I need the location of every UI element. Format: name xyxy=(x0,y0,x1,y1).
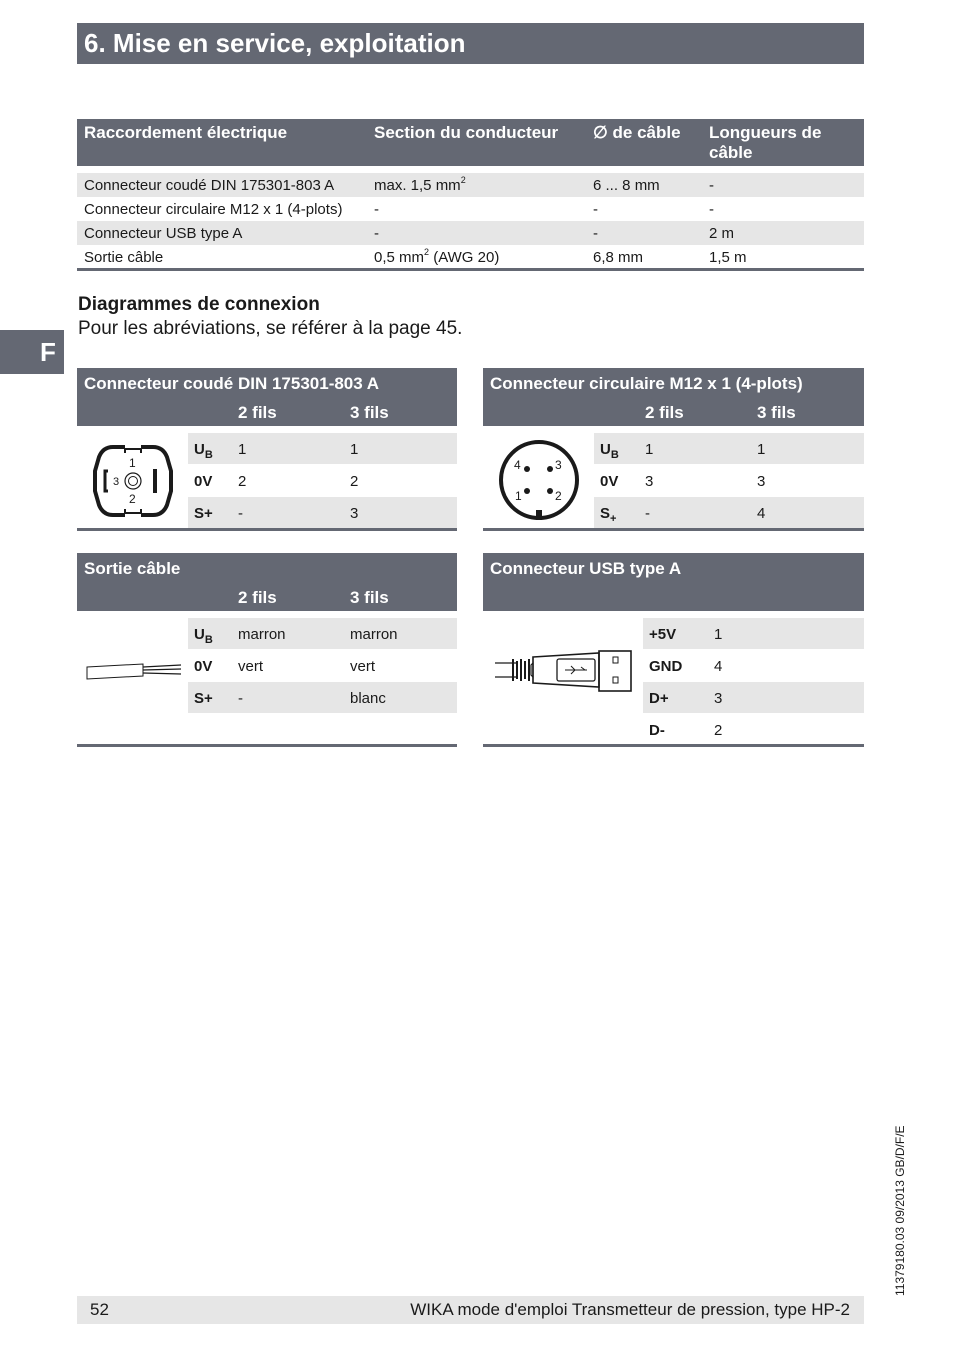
table-cell: max. 1,5 $mm^2$ xyxy=(374,175,466,194)
pin-label: 4 xyxy=(514,458,521,472)
table-cell: marron xyxy=(238,626,286,643)
table-cell: - xyxy=(238,690,243,707)
table-cell: Sortie câble xyxy=(84,249,164,266)
table-cell: 1 xyxy=(645,441,654,458)
row-label: S+ xyxy=(194,690,213,707)
table-row xyxy=(188,618,457,649)
document-code: 11379180.03 09/2013 GB/D/F/E xyxy=(893,1125,907,1296)
table-cell: Connecteur USB type A xyxy=(84,225,243,242)
m12-connector-diagram xyxy=(497,438,581,522)
table-cell: 6,8 mm xyxy=(593,249,644,266)
panel-header xyxy=(77,553,457,611)
panel-cable-output xyxy=(77,553,457,748)
table-cell: 3 xyxy=(645,473,654,490)
panel-header xyxy=(483,368,864,426)
pin-label: 3 xyxy=(555,458,562,472)
cable-diagram xyxy=(85,657,185,687)
table-row xyxy=(77,245,864,269)
table-cell: marron xyxy=(350,626,398,643)
pin-label: 2 xyxy=(129,492,136,506)
table-cell: Connecteur coudé DIN 175301-803 A xyxy=(84,177,335,194)
table-cell: Connecteur circulaire M12 x 1 (4-plots) xyxy=(84,201,343,218)
page-footer xyxy=(77,1296,864,1324)
table-cell: 4 xyxy=(714,658,723,675)
pin-label: 1 xyxy=(515,489,522,503)
pin-label: 1 xyxy=(129,456,136,470)
table-row xyxy=(77,173,864,197)
table-row xyxy=(643,682,864,713)
table-cell: - xyxy=(238,505,243,522)
row-label: 0V xyxy=(194,473,213,490)
table-cell: 4 xyxy=(757,505,766,522)
row-label: 0V xyxy=(600,473,619,490)
panel-bottom-rule xyxy=(77,744,457,747)
spec-table-header xyxy=(77,119,864,166)
table-cell: - xyxy=(645,505,650,522)
table-cell: 2 xyxy=(238,473,247,490)
table-cell: 2 xyxy=(350,473,359,490)
table-cell: 0,5 $mm^2$ (AWG 20) xyxy=(374,247,500,266)
table-row xyxy=(643,618,864,649)
table-cell: vert xyxy=(238,658,264,675)
table-cell: - xyxy=(374,201,379,218)
table-cell: 6 ... 8 mm xyxy=(593,177,660,194)
panel-din-connector xyxy=(77,368,457,530)
col-header: 3 fils xyxy=(350,403,389,422)
col-header: Raccordement électrique xyxy=(84,123,288,142)
section-title: Diagrammes de connexion xyxy=(78,294,320,315)
col-header: 2 fils xyxy=(645,403,684,422)
table-cell: 2 m xyxy=(709,225,735,242)
panel-title: Connecteur coudé DIN 175301-803 A xyxy=(84,374,380,393)
row-label: +5V xyxy=(649,626,677,643)
table-cell: 2 xyxy=(714,722,723,739)
panel-usb-connector xyxy=(483,553,864,748)
table-row xyxy=(77,197,864,221)
table-cell: 1,5 m xyxy=(709,249,747,266)
page-number: 52 xyxy=(90,1300,109,1319)
usb-connector-diagram xyxy=(495,649,635,693)
table-cell: - xyxy=(709,201,714,218)
panel-bottom-rule xyxy=(483,528,864,531)
panel-title: Connecteur USB type A xyxy=(490,559,682,578)
panel-title: Sortie câble xyxy=(84,559,181,578)
table-row xyxy=(643,714,864,745)
table-row xyxy=(643,650,864,681)
col-header: Longueurs de câble xyxy=(709,123,822,162)
table-row xyxy=(77,221,864,245)
table-cell: - xyxy=(593,201,598,218)
table-row xyxy=(188,682,457,713)
table-row xyxy=(594,497,864,528)
row-label: $U_B$ xyxy=(194,441,213,461)
table-row xyxy=(594,465,864,496)
row-label: D- xyxy=(649,722,665,739)
table-cell: 3 xyxy=(350,505,359,522)
table-cell: - xyxy=(593,225,598,242)
col-header: 3 fils xyxy=(350,588,389,607)
row-label: D+ xyxy=(649,690,669,707)
table-cell: - xyxy=(374,225,379,242)
table-cell: blanc xyxy=(350,690,386,707)
table-cell: 3 xyxy=(757,473,766,490)
row-label: 0V xyxy=(194,658,213,675)
table-cell: vert xyxy=(350,658,376,675)
row-label: $U_B$ xyxy=(600,441,619,461)
table-cell: 1 xyxy=(350,441,359,458)
table-row xyxy=(188,650,457,681)
panel-bottom-rule xyxy=(483,744,864,747)
table-cell: 1 xyxy=(714,626,723,643)
table-row xyxy=(188,465,457,496)
language-tab: F xyxy=(0,330,64,374)
row-label: $S_+$ xyxy=(600,505,617,525)
col-header: 3 fils xyxy=(757,403,796,422)
table-cell: 1 xyxy=(238,441,247,458)
table-cell: - xyxy=(709,177,714,194)
panel-title: Connecteur circulaire M12 x 1 (4-plots) xyxy=(490,374,803,393)
col-header: ∅ de câble xyxy=(593,123,681,142)
pin-label: 3 xyxy=(113,476,120,488)
table-row xyxy=(594,433,864,464)
pin-label: 2 xyxy=(555,489,562,503)
table-row xyxy=(188,433,457,464)
panel-header xyxy=(483,553,864,611)
panel-header xyxy=(77,368,457,426)
row-label: GND xyxy=(649,658,683,675)
col-header: 2 fils xyxy=(238,588,277,607)
section-subtitle: Pour les abréviations, se référer à la page 45. xyxy=(78,318,463,339)
table-cell: 3 xyxy=(714,690,723,707)
col-header: Section du conducteur xyxy=(374,123,559,142)
col-header: 2 fils xyxy=(238,403,277,422)
table-cell: 1 xyxy=(757,441,766,458)
page-title: 6. Mise en service, exploitation xyxy=(77,23,864,64)
table-bottom-rule xyxy=(77,268,864,271)
table-row xyxy=(188,497,457,528)
din-connector-diagram xyxy=(91,441,175,521)
row-label: $U_B$ xyxy=(194,626,213,646)
panel-m12-connector xyxy=(483,368,864,530)
row-label: S+ xyxy=(194,505,213,522)
footer-text: WIKA mode d'emploi Transmetteur de pression, type HP-2 xyxy=(410,1300,850,1319)
panel-bottom-rule xyxy=(77,528,457,531)
